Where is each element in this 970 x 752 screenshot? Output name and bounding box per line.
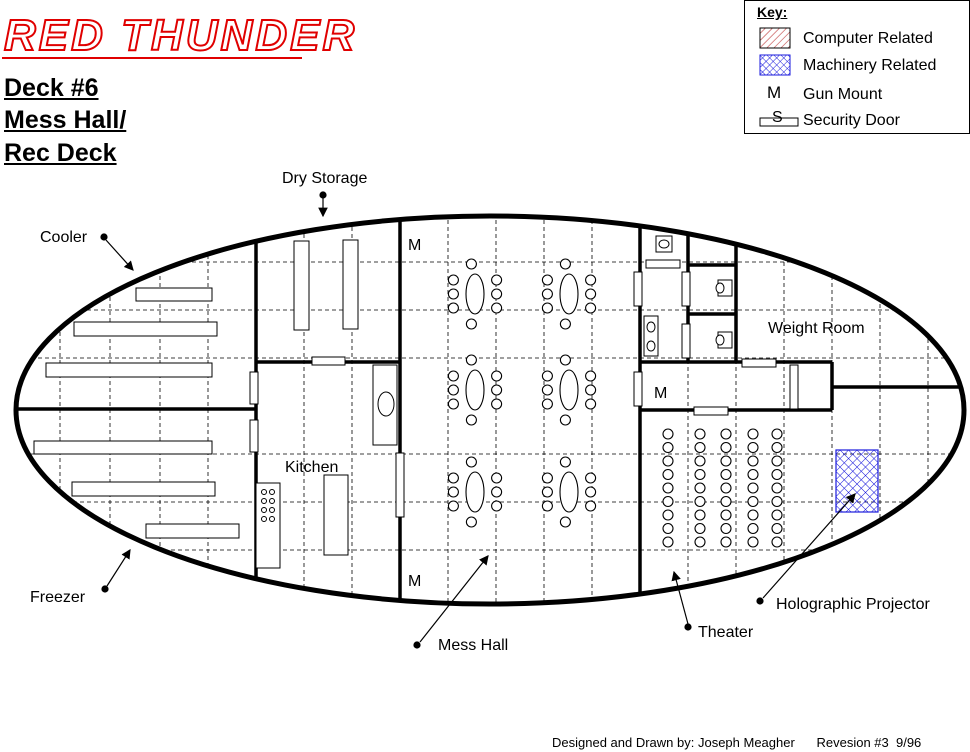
theater-seat [663, 429, 673, 439]
chair [466, 259, 476, 269]
theater-seat [721, 456, 731, 466]
floor-grid [10, 220, 970, 610]
label-mess-hall: Mess Hall [438, 637, 509, 654]
theater-seat [695, 524, 705, 534]
theater-seat [748, 429, 758, 439]
theater-seat [695, 429, 705, 439]
mess-table [560, 274, 578, 314]
chair [542, 501, 552, 511]
theater-seat [748, 524, 758, 534]
label-theater: Theater [698, 624, 754, 641]
theater-seat [772, 483, 782, 493]
chair [560, 355, 570, 365]
chair [492, 303, 502, 313]
chair [586, 399, 596, 409]
key-label-security-door: Security Door [803, 112, 900, 129]
chair [466, 319, 476, 329]
chair [492, 399, 502, 409]
mess-table [466, 370, 484, 410]
gun-mount-3: M [654, 385, 668, 402]
mess-table-group [448, 457, 501, 527]
mess-table-group [448, 259, 501, 329]
chair [448, 501, 458, 511]
logo-text: RED THUNDER [4, 11, 358, 60]
theater-seat [748, 483, 758, 493]
theater-seat [663, 497, 673, 507]
chair [586, 289, 596, 299]
theater-seat [721, 510, 731, 520]
chair [448, 473, 458, 483]
deck-name-line2: Rec Deck [4, 139, 117, 167]
theater-seat [721, 524, 731, 534]
chair [586, 501, 596, 511]
chair [492, 371, 502, 381]
chair [586, 303, 596, 313]
theater-seat [772, 443, 782, 453]
chair [492, 473, 502, 483]
deck-number-title: Deck #6 [4, 74, 99, 102]
chair [560, 457, 570, 467]
chair [448, 275, 458, 285]
holographic-projector-unit [836, 450, 878, 512]
theater-seat [663, 443, 673, 453]
theater-seat [772, 429, 782, 439]
chair [492, 501, 502, 511]
chair [586, 371, 596, 381]
theater-seat [748, 470, 758, 480]
key-title: Key: [757, 4, 788, 20]
theater-seat [772, 524, 782, 534]
theater-seat [663, 470, 673, 480]
chair [448, 289, 458, 299]
theater-seat [772, 537, 782, 547]
chair [542, 487, 552, 497]
label-cooler: Cooler [40, 229, 88, 246]
label-kitchen: Kitchen [285, 459, 339, 476]
key-label-machinery: Machinery Related [803, 57, 937, 74]
chair [560, 319, 570, 329]
chair [492, 487, 502, 497]
label-weight-room: Weight Room [768, 320, 865, 337]
theater-seat [663, 524, 673, 534]
chair [542, 275, 552, 285]
chair [542, 385, 552, 395]
theater-seat [721, 497, 731, 507]
mess-table-group [448, 355, 501, 425]
footer-revision: Revesion #3 9/96 [816, 735, 922, 750]
theater-seat [721, 429, 731, 439]
label-holographic-projector: Holographic Projector [776, 596, 930, 613]
theater-seat [695, 483, 705, 493]
chair [448, 303, 458, 313]
theater-seat [748, 443, 758, 453]
chair [542, 473, 552, 483]
chair [466, 517, 476, 527]
theater-seat [663, 510, 673, 520]
mess-table [560, 472, 578, 512]
chair [448, 399, 458, 409]
theater-seat [695, 497, 705, 507]
label-freezer: Freezer [30, 589, 86, 606]
theater-seat [721, 443, 731, 453]
theater-seat [721, 537, 731, 547]
mess-tables [448, 259, 595, 527]
chair [466, 457, 476, 467]
mess-table [466, 472, 484, 512]
chair [586, 385, 596, 395]
theater-seat [695, 456, 705, 466]
chair [466, 415, 476, 425]
chair [586, 473, 596, 483]
chair [466, 355, 476, 365]
theater-seating [663, 429, 782, 547]
security-door-letter: S [772, 109, 783, 126]
theater-seat [695, 470, 705, 480]
theater-seat [695, 443, 705, 453]
chair [542, 371, 552, 381]
key-label-computer: Computer Related [803, 30, 933, 47]
chair [492, 289, 502, 299]
theater-seat [663, 537, 673, 547]
footer-designer: Designed and Drawn by: Joseph Meagher [552, 735, 795, 750]
mess-table [466, 274, 484, 314]
chair [560, 259, 570, 269]
storage-shelves [34, 240, 358, 538]
mess-table [560, 370, 578, 410]
callout-pointers [101, 192, 855, 648]
theater-seat [695, 537, 705, 547]
chair [586, 487, 596, 497]
theater-seat [748, 456, 758, 466]
chair [560, 517, 570, 527]
theater-seat [695, 510, 705, 520]
chair [448, 371, 458, 381]
theater-seat [721, 470, 731, 480]
gun-mount-symbol-icon: M [767, 83, 782, 102]
deck-name-line1: Mess Hall/ [4, 106, 127, 134]
theater-seat [772, 497, 782, 507]
theater-seat [772, 510, 782, 520]
chair [448, 385, 458, 395]
chair [448, 487, 458, 497]
theater-seat [772, 456, 782, 466]
theater-seat [748, 510, 758, 520]
chair [542, 289, 552, 299]
theater-seat [772, 470, 782, 480]
credits-footer [552, 735, 921, 750]
chair [492, 385, 502, 395]
theater-seat [663, 456, 673, 466]
chair [492, 275, 502, 285]
mess-table-group [542, 259, 595, 329]
chair [542, 303, 552, 313]
mess-table-group [542, 457, 595, 527]
label-dry-storage: Dry Storage [282, 170, 368, 187]
theater-seat [721, 483, 731, 493]
theater-seat [748, 497, 758, 507]
theater-seat [748, 537, 758, 547]
gun-mount-1: M [408, 237, 422, 254]
chair [560, 415, 570, 425]
key-label-gun-mount: Gun Mount [803, 86, 883, 103]
theater-seat [663, 483, 673, 493]
chair [586, 275, 596, 285]
chair [542, 399, 552, 409]
gun-mount-2: M [408, 573, 422, 590]
mess-table-group [542, 355, 595, 425]
